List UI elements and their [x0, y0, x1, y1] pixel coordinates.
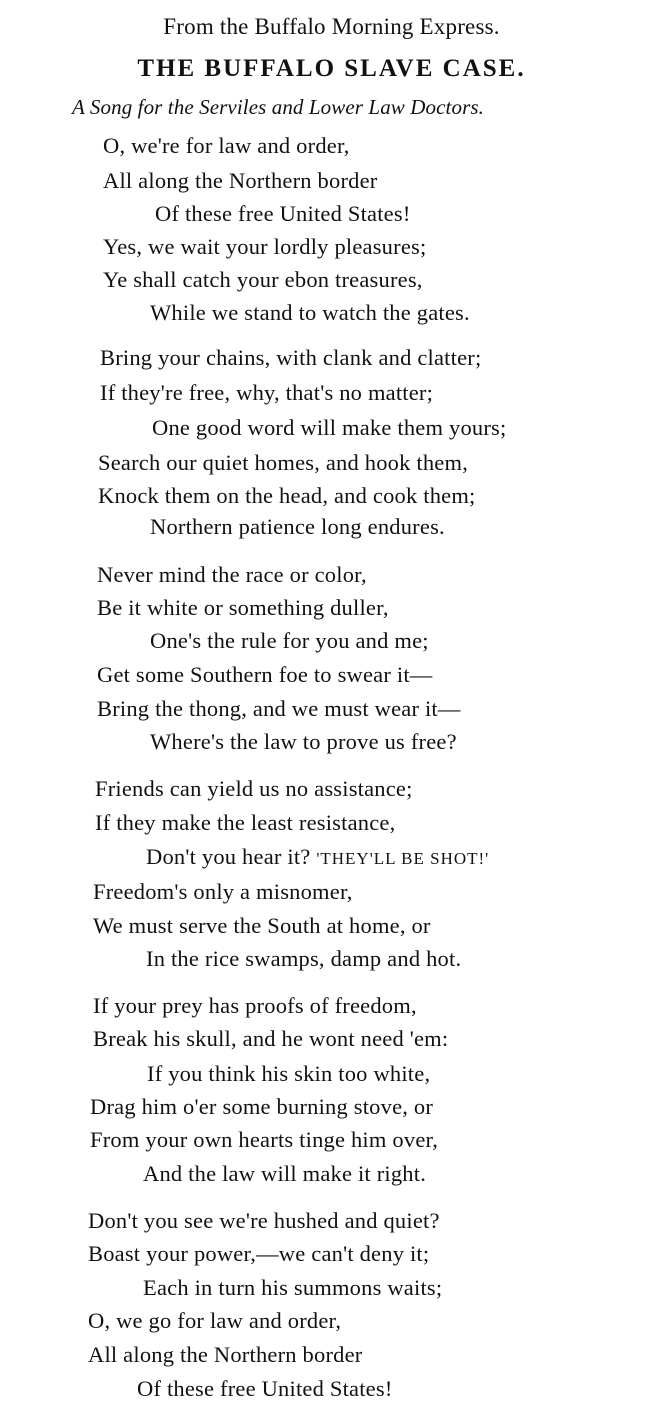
verse-line: Be it white or something duller, — [97, 595, 389, 620]
poem-subtitle: A Song for the Serviles and Lower Law Doctors. — [72, 95, 484, 119]
verse-line: O, we're for law and order, — [103, 133, 350, 158]
verse-line: Don't you see we're hushed and quiet? — [88, 1208, 440, 1233]
verse-line: Of these free United States! — [155, 201, 411, 226]
verse-line: All along the Northern border — [88, 1342, 363, 1367]
verse-line: If they're free, why, that's no matter; — [100, 380, 434, 405]
verse-line: While we stand to watch the gates. — [150, 300, 470, 325]
verse-line: Get some Southern foe to swear it— — [97, 662, 433, 687]
verse-line: Northern patience long endures. — [150, 514, 445, 539]
poem-title: THE BUFFALO SLAVE CASE. — [137, 55, 526, 82]
verse-line: If they make the least resistance, — [95, 810, 396, 835]
verse-line: Ye shall catch your ebon treasures, — [103, 267, 423, 292]
verse-line: Bring the thong, and we must wear it— — [97, 696, 461, 721]
verse-line: In the rice swamps, damp and hot. — [146, 946, 462, 971]
verse-line: Drag him o'er some burning stove, or — [90, 1094, 434, 1119]
quoted-warning: 'THEY'LL BE SHOT!' — [316, 849, 490, 868]
verse-line: Search our quiet homes, and hook them, — [98, 450, 469, 475]
verse-line-text: Don't you hear it? — [146, 844, 317, 869]
verse-line — [146, 846, 489, 869]
verse-line: From your own hearts tinge him over, — [90, 1127, 439, 1152]
verse-line: If you think his skin too white, — [147, 1061, 431, 1086]
verse-line: One's the rule for you and me; — [150, 628, 429, 653]
verse-line: Friends can yield us no assistance; — [95, 776, 413, 801]
verse-line: Of these free United States! — [137, 1376, 393, 1401]
verse-line: Each in turn his summons waits; — [143, 1275, 443, 1300]
verse-line: Yes, we wait your lordly pleasures; — [103, 234, 427, 259]
verse-line: One good word will make them yours; — [152, 415, 507, 440]
verse-line: Break his skull, and he wont need 'em: — [93, 1026, 449, 1051]
verse-line: And the law will make it right. — [143, 1161, 427, 1186]
source-line: From the Buffalo Morning Express. — [163, 14, 500, 39]
verse-line: Bring your chains, with clank and clatter; — [100, 345, 482, 370]
verse-line: O, we go for law and order, — [88, 1308, 342, 1333]
verse-line: Knock them on the head, and cook them; — [98, 483, 476, 508]
verse-line: Boast your power,—we can't deny it; — [88, 1241, 430, 1266]
verse-line: All along the Northern border — [103, 168, 378, 193]
verse-line: Where's the law to prove us free? — [150, 729, 457, 754]
verse-line: Never mind the race or color, — [97, 562, 367, 587]
verse-line: Freedom's only a misnomer, — [93, 879, 353, 904]
verse-line: If your prey has proofs of freedom, — [93, 993, 417, 1018]
verse-line: We must serve the South at home, or — [93, 913, 431, 938]
